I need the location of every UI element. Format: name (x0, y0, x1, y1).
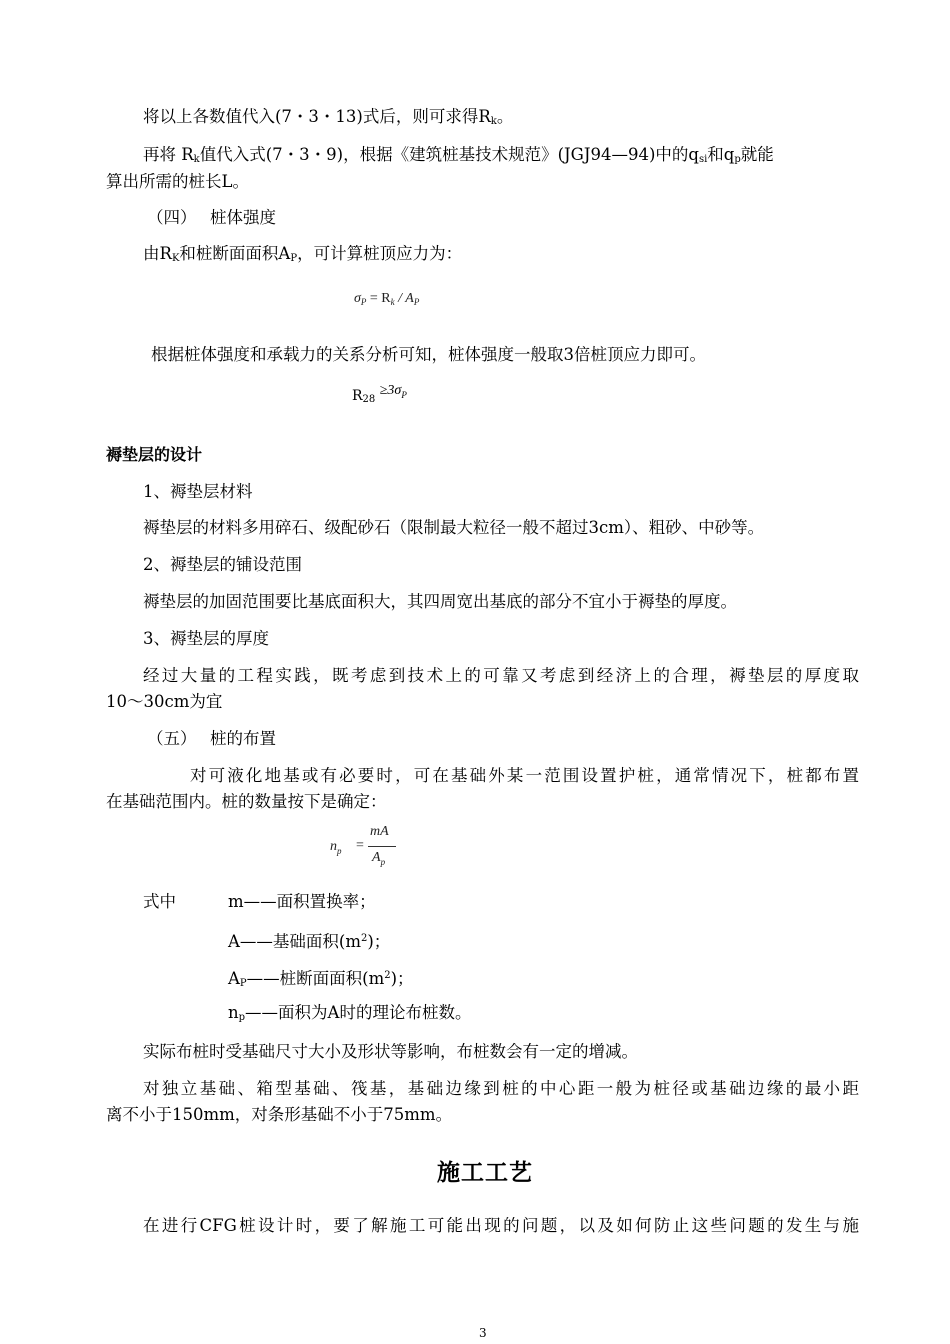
text: 由R (143, 244, 172, 263)
section-5-heading: （五） 桩的布置 (147, 729, 276, 748)
formula-top-stress (354, 291, 419, 307)
cushion-item-3: 3、褥垫层的厚度 (143, 629, 269, 648)
subscript: si (698, 154, 708, 165)
construction-paragraph: 在进行CFG桩设计时，要了解施工可能出现的问题，以及如何防止这些问题的发生与施 (143, 1216, 859, 1235)
symbol: = R (369, 291, 391, 306)
symbol: = (356, 838, 364, 853)
text: ，可计算桩顶应力为： (297, 244, 463, 263)
cushion-paragraph-1: 褥垫层的材料多用碎石、级配砂石（限制最大粒径一般不超过3cm）、粗砂、中砂等。 (143, 518, 765, 537)
text: ——桩断面面积(m (246, 969, 385, 988)
symbol: $\ge 3\sigma_P$ (379, 383, 407, 400)
text: R (352, 388, 363, 404)
superscript: 2 (361, 933, 368, 944)
layout-paragraph-2: 实际布桩时受基础尺寸大小及形状等影响，布桩数会有一定的增减。 (143, 1042, 638, 1061)
symbol: / A (398, 291, 414, 306)
cushion-item-2: 2、褥垫层的铺设范围 (143, 555, 302, 574)
text: )； (390, 969, 414, 988)
formula-r28 (352, 384, 407, 413)
section-4-heading: （四） 桩体强度 (147, 208, 276, 227)
symbol: $n_p$ (330, 839, 342, 856)
subscript: K (171, 253, 180, 264)
text: A (228, 969, 240, 988)
text: )； (367, 932, 391, 951)
definition-np (228, 1001, 471, 1030)
subscript: P (239, 978, 247, 989)
numerator: mA (370, 824, 389, 839)
layout-paragraph-1-cont: 在基础范围内。桩的数量按下是确定： (106, 792, 387, 811)
subscript: k (490, 116, 497, 127)
cushion-item-1: 1、褥垫层材料 (143, 482, 253, 501)
page-number: 3 (479, 1326, 487, 1340)
subscript: k (193, 154, 200, 165)
construction-title: 施工工艺 (437, 1160, 533, 1186)
subscript: p (734, 154, 741, 165)
cushion-design-heading: 褥垫层的设计 (106, 445, 203, 464)
where-label: 式中 (143, 892, 176, 911)
text: 。 (496, 107, 514, 126)
subscript: P (360, 297, 367, 307)
subscript: P (290, 253, 298, 264)
text: 就能 (740, 145, 774, 164)
subscript: k (390, 297, 395, 307)
formula-pile-count (330, 824, 410, 874)
definition-a (228, 927, 390, 954)
paragraph-pile-length-cont: 算出所需的桩长L。 (106, 172, 249, 191)
text: 值代入式(7・3・9)，根据《建筑桩基技术规范》(JGJ94—94)中的q (199, 145, 699, 164)
fraction-bar (368, 846, 396, 847)
cushion-paragraph-3: 经过大量的工程实践，既考虑到技术上的可靠又考虑到经济上的合理，褥垫层的厚度取 (143, 666, 859, 685)
paragraph-top-stress (143, 242, 462, 271)
layout-paragraph-1: 对可液化地基或有必要时，可在基础外某一范围设置护桩，通常情况下，桩都布置 (190, 766, 859, 785)
superscript: 2 (384, 970, 391, 981)
text: 再将 R (143, 145, 194, 164)
subscript: 28 (362, 394, 376, 405)
text: n (228, 1003, 239, 1022)
definition-m: m——面积置换率； (228, 892, 376, 911)
text: 和q (707, 145, 735, 164)
paragraph-pile-length (143, 143, 774, 172)
cushion-paragraph-3-cont: 10～30cm为宜 (106, 692, 223, 711)
symbol: σ (354, 291, 361, 306)
subscript: p (238, 1012, 246, 1023)
paragraph-strength-relation: 根据桩体强度和承载力的关系分析可知，桩体强度一般取3倍桩顶应力即可。 (151, 345, 706, 364)
subscript: P (413, 297, 420, 307)
text: 和桩断面面积A (179, 244, 291, 263)
paragraph-rk-result (143, 105, 513, 134)
cushion-paragraph-2: 褥垫层的加固范围要比基底面积大，其四周宽出基底的部分不宜小于褥垫的厚度。 (143, 592, 737, 611)
layout-paragraph-3: 对独立基础、箱型基础、筏基，基础边缘到桩的中心距一般为桩径或基础边缘的最小距 (143, 1079, 859, 1098)
text: 将以上各数值代入(7・3・13)式后，则可求得R (143, 107, 491, 126)
text: ——面积为A时的理论布桩数。 (245, 1003, 472, 1022)
text: A——基础面积(m (228, 932, 361, 951)
definition-ap (228, 964, 414, 996)
denominator: $A_p$ (372, 850, 386, 867)
layout-paragraph-3-cont: 离不小于150mm，对条形基础不小于75mm。 (106, 1105, 453, 1124)
